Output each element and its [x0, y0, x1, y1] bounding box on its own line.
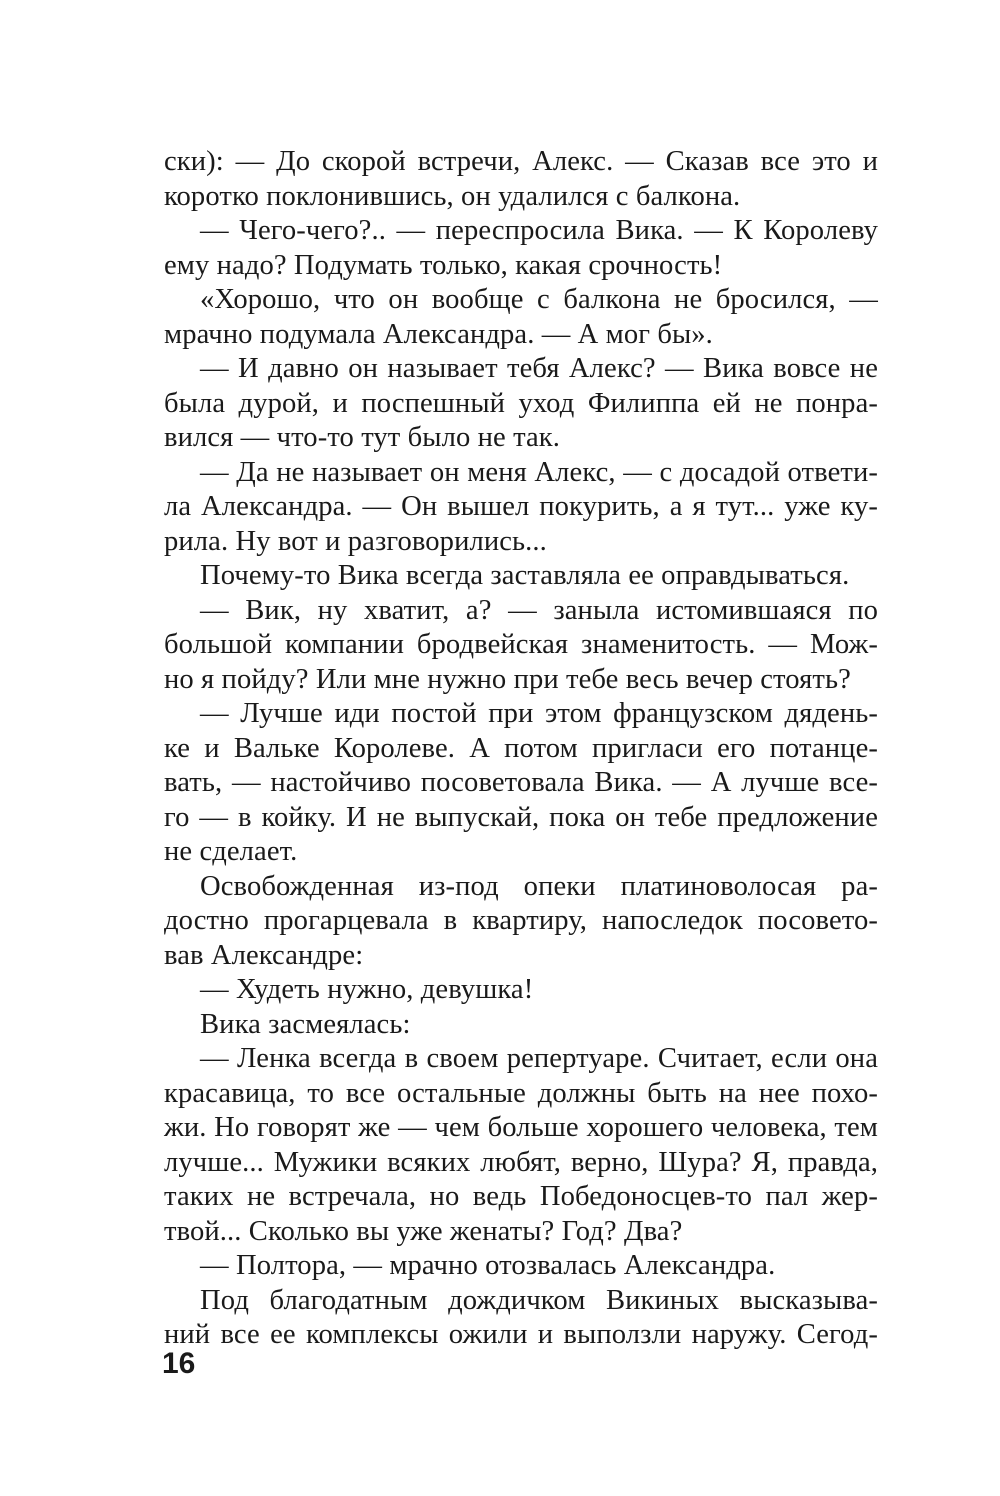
- text-line: ке и Вальке Королеве. А потом пригласи его потанце-: [164, 732, 878, 764]
- text-line: была дурой, и поспешный уход Филиппа ей не понра-: [164, 387, 878, 419]
- text-line: большой компании бродвейская знаменитость. — Мож-: [164, 629, 878, 660]
- text-line: но я пойду? Или мне нужно при тебе весь вечер стоять?: [164, 663, 851, 695]
- text-line: — Вик, ну хватит, а? — заныла истомившаяся по: [200, 594, 878, 626]
- text-line: ний все ее комплексы ожили и выползли наружу. Сегод-: [164, 1319, 878, 1350]
- text-line: го — в койку. И не выпускай, пока он тебе предложение: [164, 801, 878, 833]
- text-line: Почему-то Вика всегда заставляла ее оправдываться.: [200, 560, 850, 591]
- text-line: — Чего-чего?.. — переспросила Вика. — К Королеву: [200, 215, 878, 246]
- text-line: вав Александре:: [164, 939, 364, 971]
- text-line: вился — что-то тут было не так.: [164, 422, 561, 453]
- text-line: лучше... Мужики всяких любят, верно, Шура? Я, правда,: [164, 1146, 878, 1178]
- text-line: — И давно он называет тебя Алекс? — Вика вовсе не: [200, 353, 878, 384]
- text-line: ему надо? Подумать только, какая срочность!: [164, 249, 723, 281]
- text-line: Освобожденная из-под опеки платиноволосая ра-: [200, 870, 878, 902]
- text-line: — Да не называет он меня Алекс, — с досадой ответи-: [200, 456, 878, 488]
- text-line: ски): — До скорой встречи, Алекс. — Сказав все это и: [164, 146, 878, 177]
- text-line: Вика засмеялась:: [200, 1008, 411, 1040]
- text-line: мрачно подумала Александра. — А мог бы».: [164, 318, 713, 350]
- body-text: [164, 145, 878, 1353]
- text-line: — Ленка всегда в своем репертуаре. Считает, если она: [200, 1043, 878, 1074]
- text-line: коротко поклонившись, он удалился с балкона.: [164, 180, 741, 212]
- text-line: достно прогарцевала в квартиру, напоследок посовето-: [164, 905, 878, 936]
- text-line: Под благодатным дождичком Викиных высказыва-: [200, 1284, 878, 1316]
- text-line: не сделает.: [164, 836, 298, 867]
- text-line: красавица, то все остальные должны быть на нее похо-: [164, 1077, 878, 1109]
- text-line: жи. Но говорят же — чем больше хорошего человека, тем: [164, 1112, 878, 1143]
- text-line: твой... Сколько вы уже женаты? Год? Два?: [164, 1215, 683, 1247]
- text-line: — Лучше иди постой при этом французском дядень-: [200, 698, 878, 729]
- text-line: рила. Ну вот и разговорились...: [164, 525, 547, 557]
- text-line: таких не встречала, но ведь Победоносцев-то пал жер-: [164, 1181, 878, 1212]
- text-line: «Хорошо, что он вообще с балкона не бросился, —: [200, 284, 878, 315]
- text-line: — Худеть нужно, девушка!: [200, 974, 534, 1005]
- page-number: 16: [162, 1347, 196, 1380]
- text-line: ла Александра. — Он вышел покурить, а я тут... уже ку-: [164, 491, 878, 522]
- text-line: — Полтора, — мрачно отозвалась Александра.: [200, 1250, 776, 1281]
- text-line: вать, — настойчиво посоветовала Вика. — А лучше все-: [164, 767, 878, 798]
